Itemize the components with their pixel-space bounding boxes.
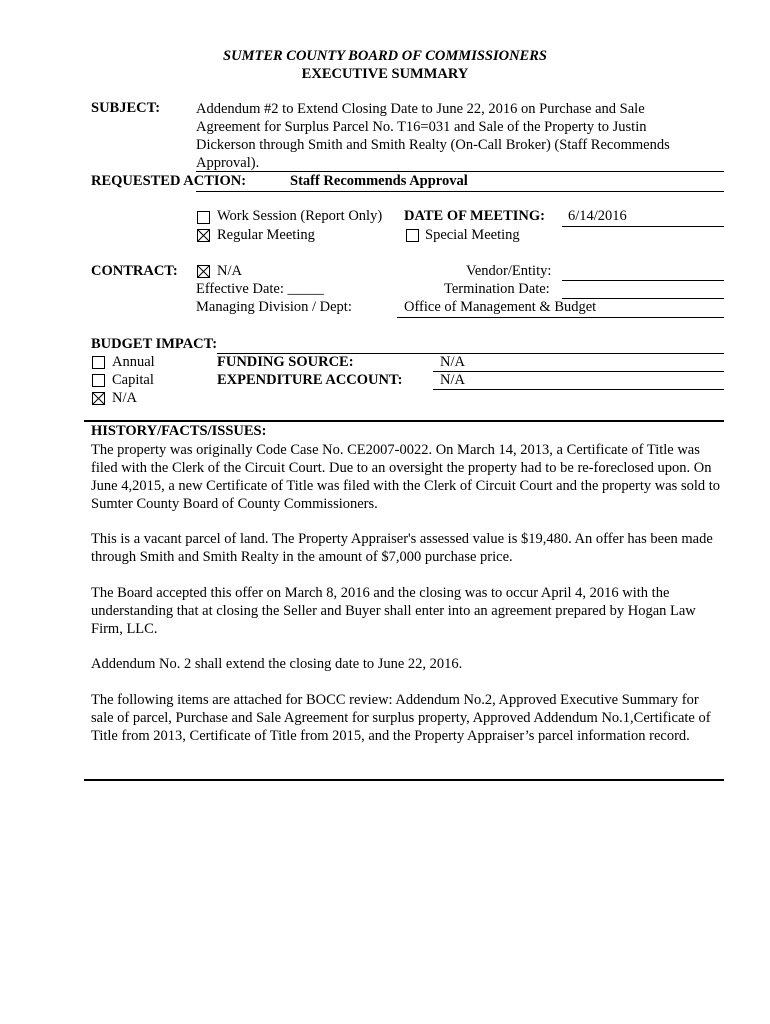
check-x-icon xyxy=(93,393,104,404)
managing-division-underline xyxy=(397,317,724,318)
work-session-label: Work Session (Report Only) xyxy=(217,208,383,224)
requested-action-value: Staff Recommends Approval xyxy=(290,173,468,189)
requested-action-label: REQUESTED ACTION: xyxy=(91,173,247,189)
budget-impact-label: BUDGET IMPACT: xyxy=(91,336,218,352)
annual-checkbox[interactable] xyxy=(92,356,105,369)
contract-label: CONTRACT: xyxy=(91,263,178,279)
funding-source-value: N/A xyxy=(440,354,465,370)
work-session-checkbox[interactable] xyxy=(197,211,210,224)
expenditure-account-label: EXPENDITURE ACCOUNT: xyxy=(217,372,403,388)
check-x-icon xyxy=(198,266,209,277)
regular-meeting-label: Regular Meeting xyxy=(217,227,315,243)
document-title: EXECUTIVE SUMMARY xyxy=(301,66,469,82)
special-meeting-checkbox[interactable] xyxy=(406,229,419,242)
managing-division-label: Managing Division / Dept: xyxy=(196,299,352,315)
contract-na-checkbox[interactable] xyxy=(197,265,210,278)
funding-source-underline xyxy=(433,371,724,372)
special-meeting-label: Special Meeting xyxy=(425,227,520,243)
managing-division-value: Office of Management & Budget xyxy=(404,299,597,315)
annual-label: Annual xyxy=(112,354,155,370)
history-paragraph-1: The property was originally Code Case No. CE2007-0022. On March 14, 2013, a Certificate of Title was filed with the Clerk of the Circuit Court. Due to an oversight the property had to be re-foreclosed upon. On June 4,2015, a new Certificate of Title was filed with the Clerk of Circuit Court and the property was sold to Sumter County Board of County Commissioners. xyxy=(91,442,721,512)
vendor-entity-underline xyxy=(562,280,724,281)
date-of-meeting-value: 6/14/2016 xyxy=(568,208,627,224)
expenditure-account-underline xyxy=(433,389,724,390)
funding-source-label: FUNDING SOURCE: xyxy=(217,354,354,370)
check-x-icon xyxy=(198,230,209,241)
subject-label: SUBJECT: xyxy=(91,100,161,116)
history-paragraph-3: The Board accepted this offer on March 8, 2016 and the closing was to occur April 4, 2016 with the understanding that at closing the Seller and Buyer shall enter into an agreement prepared by Hogan Law Firm, LLC. xyxy=(91,585,696,637)
capital-checkbox[interactable] xyxy=(92,374,105,387)
expenditure-account-value: N/A xyxy=(440,372,465,388)
budget-na-label: N/A xyxy=(112,390,137,406)
effective-date-label: Effective Date: _____ xyxy=(196,281,324,297)
history-paragraph-2: This is a vacant parcel of land. The Property Appraiser's assessed value is $19,480. An offer has been made through Smith and Smith Realty in the amount of $7,000 purchase price. xyxy=(91,531,713,565)
subject-text: Addendum #2 to Extend Closing Date to June 22, 2016 on Purchase and Sale Agreement for Surplus Parcel No. T16=031 and Sale of the Property to Justin Dickerson through Smith and Smith Realty (On-Call Broker) (Staff Recommends Approval). xyxy=(196,101,670,171)
subject-underline xyxy=(196,171,724,172)
section-divider xyxy=(84,420,724,422)
requested-action-underline xyxy=(196,191,724,192)
org-heading: SUMTER COUNTY BOARD OF COMMISSIONERS xyxy=(223,48,547,64)
date-of-meeting-label: DATE OF MEETING: xyxy=(404,208,545,224)
termination-date-underline xyxy=(562,298,724,299)
termination-date-label: Termination Date: xyxy=(444,281,550,297)
history-paragraph-5: The following items are attached for BOCC review: Addendum No.2, Approved Executive Summary for sale of parcel, Purchase and Sale Agreement for surplus property, Approved Addendum No.1,Certificate of Title from 2013, Certificate of Title from 2015, and the Property Appraiser’s parcel information record. xyxy=(91,692,711,744)
regular-meeting-checkbox[interactable] xyxy=(197,229,210,242)
budget-na-checkbox[interactable] xyxy=(92,392,105,405)
bottom-divider xyxy=(84,779,724,781)
capital-label: Capital xyxy=(112,372,154,388)
date-underline xyxy=(562,226,724,227)
contract-na-label: N/A xyxy=(217,263,242,279)
vendor-entity-label: Vendor/Entity: xyxy=(466,263,552,279)
history-label: HISTORY/FACTS/ISSUES: xyxy=(91,423,267,439)
history-paragraph-4: Addendum No. 2 shall extend the closing date to June 22, 2016. xyxy=(91,656,463,672)
